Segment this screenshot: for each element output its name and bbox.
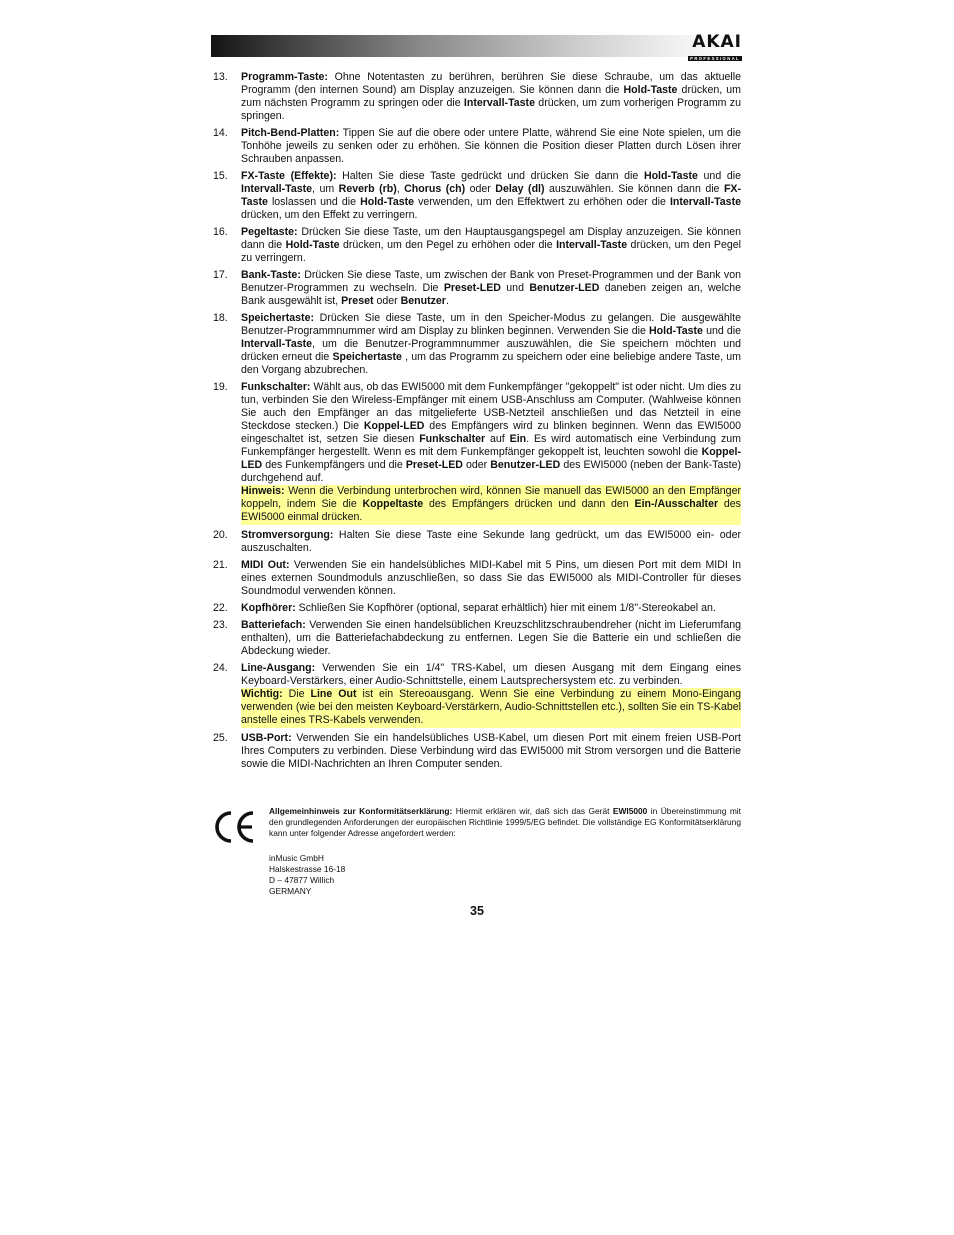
- text-run: Ohne Notentasten zu berühren, berühren Sie diese Schraube, um das aktuelle Programm (den internen Sound) am Display anzuzeigen. Sie können dann die: [241, 71, 741, 96]
- bold-term: Hinweis:: [241, 485, 285, 497]
- item-text: [241, 619, 741, 658]
- item-text: [241, 226, 741, 265]
- bold-term: Pitch-Bend-Platten:: [241, 127, 340, 139]
- bold-term: Kopfhörer:: [241, 602, 296, 614]
- text-run: auf: [485, 433, 510, 445]
- text-run: des EWI5000 einmal drücken.: [241, 498, 741, 523]
- bold-term: Hold-Taste: [649, 325, 703, 337]
- bold-term: Allgemeinhinweis zur Konformitätserklärung:: [269, 806, 453, 816]
- bold-term: Benutzer-LED: [490, 459, 561, 471]
- text-run: oder: [373, 295, 401, 307]
- bold-term: Chorus (ch): [404, 183, 466, 195]
- text-run: Drücken Sie diese Taste, um zwischen der Bank von Preset-Programmen und der Bank von Benutzer-Programmen zu wechseln. Die: [241, 269, 741, 294]
- bold-term: Hold-Taste: [285, 239, 340, 251]
- text-run: Verwenden Sie einen handelsüblichen Kreuzschlitzschraubendreher (nicht im Lieferumfang enthalten), um die Batteriefachabdeckung zu entfernen. Legen Sie die Batterie ein und schließen die Abdeckung wieder.: [241, 619, 741, 657]
- text-run: Schließen Sie Kopfhörer (optional, separat erhältlich) hier mit einem 1/8"-Stereokabel an.: [295, 602, 716, 614]
- text-run: verwenden, um den Effektwert zu erhöhen oder die: [414, 196, 670, 208]
- item-number: 14.: [213, 127, 228, 139]
- bold-term: FX-Taste (Effekte):: [241, 170, 337, 182]
- bold-term: EWI5000: [612, 806, 648, 816]
- bold-term: Delay (dl): [495, 183, 545, 195]
- bold-term: Programm-Taste:: [241, 71, 328, 83]
- akai-logo: [684, 32, 742, 61]
- text-run: .: [445, 295, 449, 307]
- bold-term: Preset-LED: [405, 459, 463, 471]
- text-run: des Funkempfängers und die: [262, 459, 406, 471]
- text-run: Verwenden Sie ein handelsübliches USB-Kabel, um diesen Port mit einem freien USB-Port Ihres Computers zu verbinden. Diese Verbindung wird das EWI5000 mit Strom versorgen und die Batterie sowie die MIDI-Nachrichten an Ihren Computer senden.: [241, 732, 741, 770]
- list-item: [211, 269, 741, 308]
- list-item: [211, 71, 741, 123]
- text-run: drücken, um zum nächsten Programm zu springen oder die: [241, 84, 741, 109]
- text-run: ,: [396, 183, 405, 195]
- conformity-text: [269, 806, 741, 897]
- bold-term: Line Out: [310, 688, 357, 700]
- list-item: [211, 381, 741, 525]
- list-item: [211, 559, 741, 598]
- list-item: [211, 602, 741, 615]
- item-text: [241, 269, 741, 308]
- text-run: drücken, um zum vorherigen Programm zu springen.: [241, 97, 741, 122]
- page-number: 35: [470, 904, 484, 918]
- list-item: [211, 226, 741, 265]
- bold-term: USB-Port:: [241, 732, 292, 744]
- text-run: , um die Benutzer-Programmnummer auszuwählen, die Sie speichern möchten und drücken erneut die: [241, 338, 741, 363]
- text-run: , um das Programm zu speichern oder eine beliebige andere Taste, um den Vorgang abzubrechen.: [241, 351, 741, 376]
- text-run: Verwenden Sie ein handelsübliches MIDI-Kabel mit 5 Pins, um diesen Port mit dem MIDI In eines externen Soundmoduls anzuschließen, so dass Sie das EWI5000 als MIDI-Controller für dieses Soundmodul verwenden können.: [241, 559, 741, 597]
- address-line: inMusic GmbH: [269, 853, 324, 863]
- bold-term: Hold-Taste: [623, 84, 678, 96]
- address-line: D – 47877 Willich: [269, 875, 335, 885]
- text-run: ist ein Stereoausgang. Wenn Sie eine Verbindung zu einem Mono-Eingang verwenden (wie bei den meisten Keyboard-Verstärkern, Audio-Schnittstellen etc.), sollten Sie ein TS-Kabel anstelle eines TRS-Kabels verwenden.: [241, 688, 741, 726]
- text-run: , um: [312, 183, 339, 195]
- list-item: [211, 529, 741, 555]
- text-run: oder: [462, 459, 491, 471]
- bold-term: Intervall-Taste: [241, 183, 313, 195]
- bold-term: Funkschalter:: [241, 381, 311, 393]
- bold-term: Reverb (rb): [338, 183, 397, 195]
- text-run: Wählt aus, ob das EWI5000 mit dem Funkempfänger "gekoppelt" ist oder nicht. Um dies zu tun, verbinden Sie den Wireless-Empfänger mit einem USB-Anschluss am Computer. (Wahlweise können Sie auch den Empfänger an das mitgelieferte USB-Netzteil anschließen und das Netzteil in eine Steckdose stecken.) Die: [241, 381, 741, 432]
- text-run: Wenn die Verbindung unterbrochen wird, können Sie manuell das EWI5000 an den Empfänger koppeln, indem Sie die: [241, 485, 741, 510]
- text-run: Verwenden Sie ein 1/4" TRS-Kabel, um diesen Ausgang mit dem Eingang eines Keyboard-Verstärkers, einer Audio-Schnittstelle, einem Lautsprechersystem etc. zu verbinden.: [241, 662, 741, 687]
- item-number: 16.: [213, 226, 228, 238]
- item-text: [241, 127, 741, 166]
- item-text: [241, 529, 741, 555]
- list-item: [211, 732, 741, 771]
- address-line: GERMANY: [269, 886, 312, 896]
- bold-term: Ein: [509, 433, 527, 445]
- bold-term: Intervall-Taste: [463, 97, 535, 109]
- bold-term: Preset-LED: [443, 282, 501, 294]
- manufacturer-address: [269, 853, 741, 897]
- bold-term: Line-Ausgang:: [241, 662, 316, 674]
- text-run: oder: [465, 183, 496, 195]
- item-number: 22.: [213, 602, 228, 614]
- bold-term: Preset: [341, 295, 374, 307]
- text-run: Die: [282, 688, 311, 700]
- bold-term: Stromversorgung:: [241, 529, 334, 541]
- text-run: auszuwählen. Sie können dann die: [544, 183, 724, 195]
- text-run: des EWI5000 (neben der Bank-Taste) durchgehend auf.: [241, 459, 741, 484]
- list-item: [211, 662, 741, 728]
- item-number: 19.: [213, 381, 228, 393]
- text-run: Drücken Sie diese Taste, um den Hauptausgangspegel am Display anzuzeigen. Sie können dann die: [241, 226, 741, 251]
- highlighted-note: [241, 485, 741, 525]
- item-text: [241, 602, 741, 615]
- logo-sub: PROFESSIONAL: [690, 56, 740, 61]
- item-number: 23.: [213, 619, 228, 631]
- ce-mark-icon: [211, 809, 257, 845]
- bold-term: Speichertaste:: [241, 312, 315, 324]
- item-text: [241, 662, 741, 688]
- text-run: und die: [697, 170, 741, 182]
- text-run: in Übereinstimmung mit den grundlegenden Anforderungen der europäischen Richtlinie 1999/5/EG befindet. Die vollständige EG Konformitätserklärung kann unter folgender Adresse angefordert werden:: [269, 806, 741, 838]
- bold-term: Speichertaste: [332, 351, 402, 363]
- bold-term: Bank-Taste:: [241, 269, 301, 281]
- highlighted-note: [241, 688, 741, 728]
- conformity-paragraph: [269, 806, 741, 839]
- bold-term: Hold-Taste: [360, 196, 415, 208]
- item-text: [241, 732, 741, 771]
- item-text: [241, 381, 741, 485]
- bold-term: FX-Taste: [241, 183, 742, 208]
- bold-term: Batteriefach:: [241, 619, 306, 631]
- bold-term: Koppel-LED: [241, 446, 741, 471]
- bold-term: Intervall-Taste: [669, 196, 741, 208]
- bold-term: Pegeltaste:: [241, 226, 298, 238]
- item-number: 24.: [213, 662, 228, 674]
- text-run: daneben zeigen an, welche Bank ausgewählt ist,: [241, 282, 741, 307]
- address-line: Halskestrasse 16-18: [269, 864, 346, 874]
- bold-term: Hold-Taste: [643, 170, 698, 182]
- bold-term: Koppeltaste: [362, 498, 424, 510]
- text-run: Halten Sie diese Taste gedrückt und drücken Sie dann die: [336, 170, 644, 182]
- logo-brand: AKAI: [692, 32, 742, 52]
- header-gradient-bar: [211, 32, 742, 57]
- text-run: loslassen und die: [267, 196, 361, 208]
- bold-term: Wichtig:: [241, 688, 283, 700]
- bold-term: MIDI Out:: [241, 559, 290, 571]
- item-text: [241, 312, 741, 377]
- text-run: drücken, um den Pegel zu erhöhen oder die: [339, 239, 557, 251]
- text-run: Hiermit erklären wir, daß sich das Gerät: [452, 806, 613, 816]
- list-item: [211, 312, 741, 377]
- list-item: [211, 170, 741, 222]
- item-text: [241, 559, 741, 598]
- text-run: . Es wird automatisch eine Verbindung zum Funkempfänger hergestellt. Wenn es mit dem Funkempfänger gekoppelt ist, leuchten sowohl die: [241, 433, 741, 458]
- text-run: des Empfängers drücken und dann den: [423, 498, 635, 510]
- item-number: 21.: [213, 559, 228, 571]
- bold-term: Intervall-Taste: [556, 239, 628, 251]
- bold-term: Koppel-LED: [363, 420, 425, 432]
- item-text: [241, 71, 741, 123]
- item-number: 25.: [213, 732, 228, 744]
- text-run: Halten Sie diese Taste eine Sekunde lang gedrückt, um das EWI5000 ein- oder auszuschalten.: [241, 529, 741, 554]
- item-number: 15.: [213, 170, 228, 182]
- list-item: [211, 619, 741, 658]
- item-number: 18.: [213, 312, 228, 324]
- text-run: drücken, um den Pegel zu verringern.: [241, 239, 741, 264]
- text-run: des Empfängers wird zu blinken beginnen. Wenn das EWI5000 eingeschaltet ist, setzen Sie diesen: [241, 420, 741, 445]
- item-number: 20.: [213, 529, 228, 541]
- list-item: [211, 127, 741, 166]
- text-run: und die: [702, 325, 741, 337]
- bold-term: Intervall-Taste: [241, 338, 313, 350]
- item-list: [211, 71, 741, 775]
- text-run: Tippen Sie auf die obere oder untere Platte, während Sie eine Note spielen, um die Tonhöhe jeweils zu senken oder zu erhöhen. Sie können die Position dieser Platten durch Lösen ihrer Schrauben anpassen.: [241, 127, 741, 165]
- bold-term: Ein-/Ausschalter: [634, 498, 719, 510]
- text-run: drücken, um den Effekt zu verringern.: [241, 209, 418, 221]
- item-text: [241, 170, 741, 222]
- bold-term: Benutzer: [400, 295, 446, 307]
- item-number: 17.: [213, 269, 228, 281]
- bold-term: Funkschalter: [419, 433, 486, 445]
- item-number: 13.: [213, 71, 228, 83]
- bold-term: Benutzer-LED: [529, 282, 600, 294]
- text-run: Drücken Sie diese Taste, um in den Speicher-Modus zu gelangen. Die ausgewählte Benutzer-Programmnummer wird am Display zu blinken beginnen. Verwenden Sie die: [241, 312, 741, 337]
- text-run: und: [500, 282, 530, 294]
- conformity-section: [211, 806, 741, 901]
